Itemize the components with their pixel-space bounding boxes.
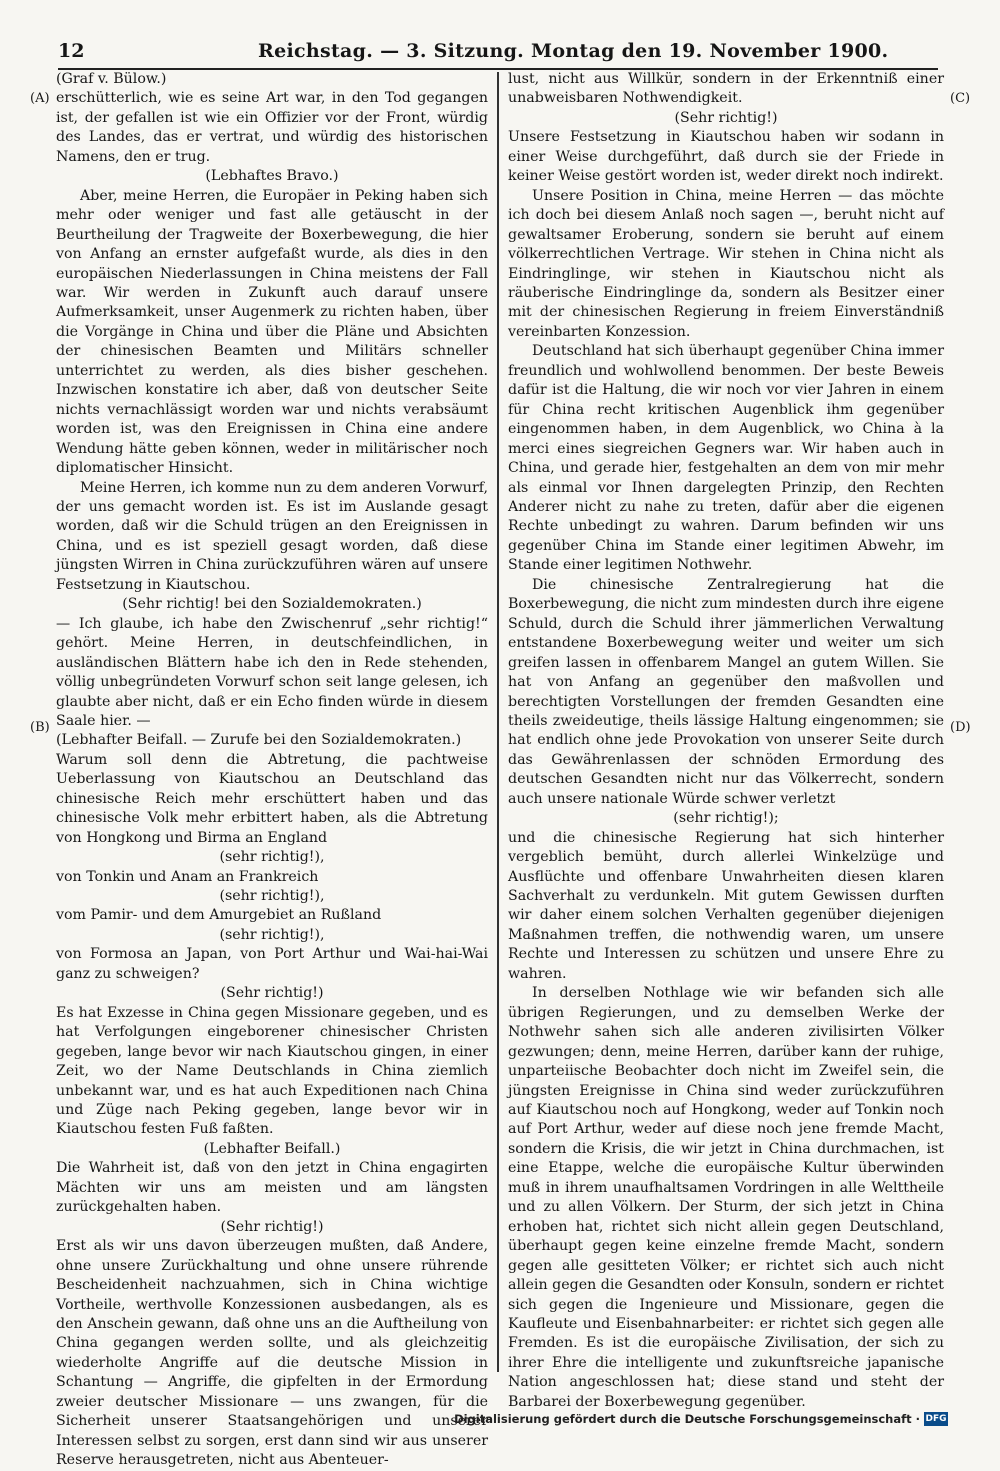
paragraph: In derselben Nothlage wie wir befanden sich alle übrigen Regierungen, und zu demselben Werke der Nothwehr sahen sich alle anderen zivilisirten Völker gezwungen; denn, meine Herren, darüber kann der ruhige, unparteiische Beobachter doch nicht im Zweifel sein, die jüngsten Ereignisse in China sind weder zurückzuführen auf Kiautschou noch auf Hongkong, weder auf Tonkin noch auf Port Arthur, weder auf diese noch jene fremde Macht, sondern die Krisis, die wir jetzt in China durchmachen, ist eine Etappe, welche die europäische Kultur überwinden muß in ihrem unaufhaltsamen Vordringen in alle Welttheile und zu allen Völkern. Der Sturm, der sich jetzt in China erhoben hat, richtet sich nicht allein gegen Deutschland, überhaupt gegen keine einzelne fremde Macht, sondern gegen alle gesitteten Völker; er richtet sich auch nicht allein gegen die Gesandten oder Konsuln, sondern er richtet sich gegen die Ingenieure und Missionare, gegen die Kaufleute und Eisenbahnarbeiter: er richtet sich gegen alle Fremden. Es ist die europäische Zivilisation, der sich zu ihrer Ehre die intelligente und zukunftsreiche japanische Nation angeschlossen hat; diese stand und steht der Barbarei der Boxerbewegung gegenüber. [508, 985, 944, 1410]
paragraph: Unsere Festsetzung in Kiautschou haben wir sodann in einer Weise durchgeführt, daß durch sie der Friede in keiner Weise gestört worden ist, weder direkt noch indirekt. [508, 129, 944, 185]
page-header [58, 40, 938, 68]
margin-marker-a: (A) [30, 91, 50, 106]
paragraph: Meine Herren, ich komme nun zu dem anderen Vorwurf, der uns gemacht worden ist. Es ist im Auslande gesagt worden, daß wir die Schuld trügen an den Ereignissen in China, und es ist speziell gesagt worden, daß diese jüngsten Wirren in China zurückzuführen wären auf unsere Festsetzung in Kiautschou. [56, 479, 488, 593]
running-title: Reichstag. — 3. Sitzung. Montag den 19. November 1900. [258, 40, 889, 62]
page-number: 12 [58, 40, 85, 62]
paragraph: Die chinesische Zentralregierung hat die Boxerbewegung, die nicht zum mindesten durch ihre eigene Schuld, durch die Schuld ihrer jämmerlichen Verwaltung entstandene Boxerbewegung weiter und weiter um sich greifen lassen in offenbarem Mangel an gutem Willen. Sie hat von Anfang an gegenüber den maßvollen und berechtigten Vorstellungen der fremden Gesandten eine theils zweideutige, theils lässige Haltung eingenommen; sie hat endlich ohne jede Provokation von unserer Seite durch das Gewährenlassen der schnöden Ermordung des deutschen Gesandten nicht nur das Völkerrecht, sondern auch unsere nationale Würde schwer verletzt [508, 576, 944, 807]
interjection: (sehr richtig!), [219, 849, 325, 866]
interjection: (sehr richtig!); [673, 810, 779, 827]
paragraph: vom Pamir- und dem Amurgebiet an Rußland [56, 907, 382, 924]
footer-text: Digitalisierung gefördert durch die Deutsche Forschungsgemeinschaft · [454, 1412, 920, 1426]
interjection: (Sehr richtig!) [220, 985, 324, 1002]
paragraph: Erst als wir uns davon überzeugen mußten, daß Andere, ohne unsere Zurückhaltung und ohne unsere rührende Bescheidenheit nachzuahmen, sich in China wichtige Vortheile, werthvolle Konzessionen ausbedangen, als es den Anschein gewann, daß ohne uns an die Auftheilung von China gegangen werden sollte, und als gleichzeitig wiederholte Angriffe auf die deutsche Mission in Schantung — Angriffe, die gipfelten in der Ermordung zweier deutscher Missionare — uns zwangen, für die Sicherheit unserer Staatsangehörigen und unserer Interessen selbst zu sorgen, erst dann sind wir aus unserer Reserve herausgetreten, nicht aus Abenteuer- [56, 1238, 488, 1469]
interjection: (sehr richtig!), [219, 888, 325, 905]
interjection: (Sehr richtig! bei den Sozialdemokraten.) [122, 596, 422, 613]
column-divider [497, 72, 499, 1372]
footer-credit [454, 1412, 948, 1426]
interjection: (sehr richtig!), [219, 926, 325, 943]
margin-marker-d: (D) [950, 720, 971, 735]
paragraph: Die Wahrheit ist, daß von den jetzt in China engagirten Mächten wir uns am meisten und am längsten zurückgehalten haben. [56, 1160, 488, 1216]
paragraph: Deutschland hat sich überhaupt gegenüber China immer freundlich und wohlwollend benommen. Der beste Beweis dafür ist die Haltung, die wir noch vor vier Jahren in einem für China recht kritischen Augenblick ihm gegenüber eingenommen haben, in dem Augenblick, wo China à la merci eines siegreichen Gegners war. Wir haben auch in China, und gerade hier, festgehalten an dem von mir mehr als einmal vor Ihnen dargelegten Prinzip, den Rechten Anderer nicht zu nahe zu treten, dafür aber die eigenen Rechte unbedingt zu wahren. Darum befinden wir uns gegenüber China im Stande einer legitimen Abwehr, im Stande einer legitimen Nothwehr. [508, 343, 944, 574]
paragraph: Es hat Exzesse in China gegen Missionare gegeben, und es hat Verfolgungen eingeborener chinesischer Christen gegeben, lange bevor wir nach Kiautschou gingen, in einer Zeit, wo der Name Deutschlands in China ziemlich unbekannt war, und es hat auch Expeditionen nach China und Züge nach Peking gegeben, lange bevor wir in Kiautschou festen Fuß faßten. [56, 1004, 488, 1138]
paragraph: von Formosa an Japan, von Port Arthur und Wai-hai-Wai ganz zu schweigen? [56, 946, 488, 982]
paragraph: Warum soll denn die Abtretung, die pachtweise Ueberlassung von Kiautschou an Deutschland das chinesische Reich mehr erschüttert haben und das chinesische Volk mehr erbittert haben, als die Abtretung von Hongkong und Birma an England [56, 751, 488, 846]
left-column [56, 70, 488, 1471]
right-column [508, 70, 944, 1412]
paragraph: und die chinesische Regierung hat sich hinterher vergeblich bemüht, durch allerlei Winkelzüge und Ausflüchte und offenbare Unwahrheiten diesen klaren Sachverhalt zu verdunkeln. Mit gutem Gewissen durften wir daher einem solchen Verhalten gegenüber diejenigen Maßnahmen treffen, die nothwendig waren, um unsere Rechte und Interessen zu schützen und unsere Ehre zu wahren. [508, 829, 944, 982]
paragraph: von Tonkin und Anam an Frankreich [56, 868, 319, 885]
margin-marker-c: (C) [950, 91, 971, 106]
interjection: (Lebhafter Beifall.) [203, 1140, 341, 1157]
paragraph: Aber, meine Herren, die Europäer in Peking haben sich mehr oder weniger und fast alle getäuscht in der Beurtheilung der Tragweite der Boxerbewegung, die hier von Anfang an ernster aufgefaßt wurde, als dies in den europäischen Niederlassungen in China meistens der Fall war. Wir werden in Zukunft auch darauf unsere Aufmerksamkeit, unser Augenmerk zu richten haben, über die Vorgänge in China und über die Pläne und Absichten der chinesischen Beamten und Militärs schneller unterrichtet zu werden, als dies bisher geschehen. Inzwischen konstatire ich aber, daß von deutscher Seite nichts vernachlässigt worden war und nichts verabsäumt worden ist, was den Ereignissen in China eine andere Wendung hätte geben können, weder in militärischer noch diplomatischer Hinsicht. [56, 187, 488, 477]
margin-marker-b: (B) [30, 720, 50, 735]
paragraph: lust, nicht aus Willkür, sondern in der Erkenntniß einer unabweisbaren Nothwendigkeit. [508, 71, 944, 107]
paragraph: — Ich glaube, ich habe den Zwischenruf „sehr richtig!“ gehört. Meine Herren, in deutschfeindlichen, in ausländischen Blättern habe ich den in Rede stehenden, völlig unbegründeten Vorwurf schon seit lange gelesen, ich glaubte aber nicht, daß er ein Echo finden würde in diesem Saale hier. — [56, 615, 488, 729]
paragraph: erschütterlich, wie es seine Art war, in den Tod gegangen ist, der gefallen ist wie ein Offizier vor der Front, würdig des Landes, das er vertrat, und würdig des historischen Namens, den er trug. [56, 90, 488, 165]
interjection: (Lebhaftes Bravo.) [205, 168, 339, 185]
dfg-logo: DFG [925, 1414, 947, 1424]
interjection: (Lebhafter Beifall. — Zurufe bei den Sozialdemokraten.) [56, 732, 462, 749]
paragraph: Unsere Position in China, meine Herren — das möchte ich doch bei diesem Anlaß noch sagen —, beruht nicht auf gewaltsamer Eroberung, sondern sie beruht auf einem völkerrechtlichen Vertrage. Wir stehen in China nicht als Eindringlinge, wir stehen in Kiautschou nicht als räuberische Eindringlinge da, sondern als Besitzer einer mit der chinesischen Regierung in freiem Einverständniß vereinbarten Konzession. [508, 187, 944, 340]
speaker-tag: (Graf v. Bülow.) [56, 71, 167, 87]
interjection: (Sehr richtig!) [674, 109, 778, 126]
interjection: (Sehr richtig!) [220, 1218, 324, 1235]
